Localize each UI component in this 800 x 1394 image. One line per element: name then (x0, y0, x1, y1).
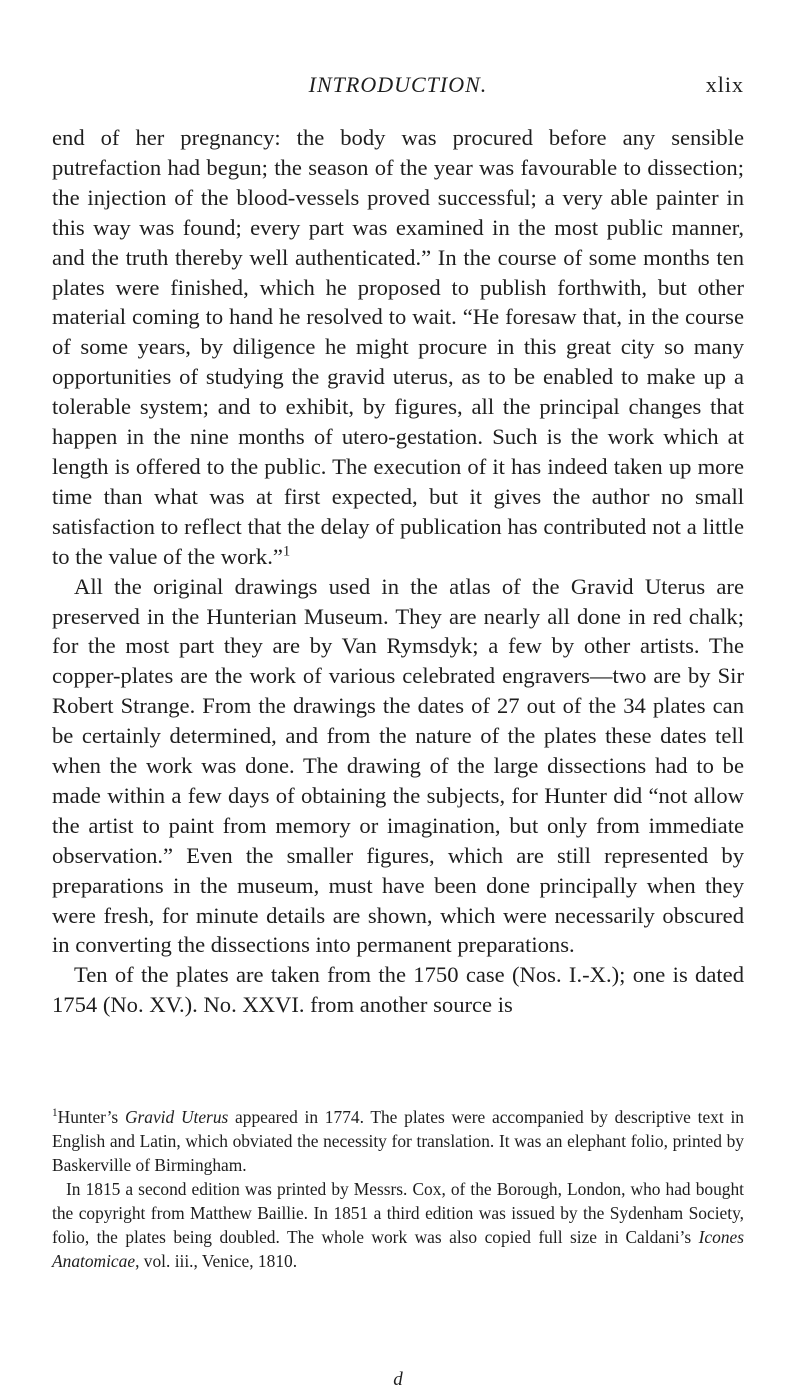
paragraph-3: Ten of the plates are taken from the 1750 case (Nos. I.-X.); one is dated 1754 (No. XV.). No. XXVI. from another source is (52, 962, 744, 1018)
footnote-book-title: Gravid Uterus (124, 1107, 229, 1127)
footnote-reference: 1 (282, 543, 291, 560)
footnote-text-3: , vol. iii., Venice, 1810. (135, 1251, 298, 1271)
paragraph-2: All the original drawings used in the atlas of the Gravid Uterus are preserved in the Hunterian Museum. They are nearly all done in red chalk; for the most part they are by Van Rymsdyk; a few by other artists. The copper-plates are the work of various celebrated engravers—two are by Sir Robert Strange. From the drawings the dates of 27 out of the 34 plates can be certainly determined, and from the nature of the plates these dates tell when the work was done. The drawing of the large dissections had to be made within a few days of obtaining the subjects, for Hunter did “not allow the artist to paint from memory or imagination, but only from immediate observation.” Even the smaller figures, which are still represented by preparations in the museum, must have been done principally when they were fresh, for minute details are shown, which were necessarily obscured in converting the dissections into permanent preparations. (52, 573, 744, 958)
footnote-continuation (52, 1177, 744, 1273)
page-number: xlix (705, 72, 744, 97)
signature-mark: d (393, 1369, 403, 1390)
paragraph-1 (52, 123, 744, 572)
footnote-text-1: appeared in 1774. The plates were accompanied by descriptive text in English and Latin, which obviated the necessity for translation. It was an elephant folio, printed by Baskerville of Birmingham. (52, 1107, 744, 1175)
footnote-block (52, 1105, 744, 1273)
running-title: INTRODUCTION. (308, 72, 488, 97)
footnote-1 (52, 1105, 744, 1177)
body-text (52, 123, 744, 1020)
footnote-author: Hunter’s (57, 1107, 125, 1127)
running-head (52, 72, 744, 100)
footnote-text-2: In 1815 a second edition was printed by Messrs. Cox, of the Borough, London, who had bought the copyright from Matthew Baillie. In 1851 a third edition was issued by the Sydenham Society, folio, the plates being doubled. The whole work was also copied full size in Caldani’s (52, 1179, 744, 1247)
footnote-marker: 1 (52, 1107, 58, 1120)
footnote-work-title: Icones Anatomicae (52, 1227, 744, 1271)
paragraph-1-text: end of her pregnancy: the body was procured before any sensible putrefaction had begun; the season of the year was favourable to dissection; the injection of the blood-vessels proved successful; a very able painter in this way was found; every part was examined in the most public manner, and the truth thereby well authenticated.” In the course of some months ten plates were finished, which he proposed to publish forthwith, but other material coming to hand he resolved to wait. “He foresaw that, in the course of some years, by diligence he might procure in this great city so many opportunities of studying the gravid uterus, as to be enabled to make up a tolerable system; and to exhibit, by figures, all the principal changes that happen in the nine months of utero-gestation. Such is the work which at length is offered to the public. The execution of it has indeed taken up more time than what was at first expected, but it gives the author no small satisfaction to reflect that the delay of publication has contributed not a little to the value of the work.” (52, 125, 744, 569)
book-page (52, 0, 744, 1394)
